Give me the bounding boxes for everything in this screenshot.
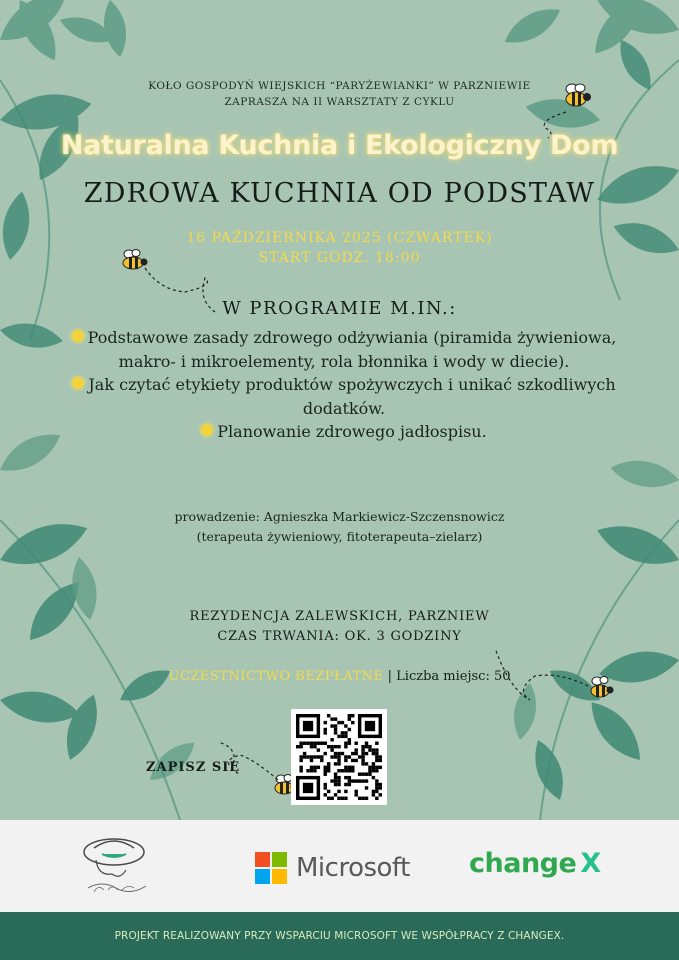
instructor [0, 507, 679, 547]
series-title: Naturalna Kuchnia i Ekologiczny Dom [60, 130, 619, 161]
program-item-text: Planowanie zdrowego jadłospisu. [217, 422, 487, 441]
intro-line-1: KOŁO GOSPODYŃ WIEJSKICH “PARYŻEWIANKI” W PARZNIEWIE [148, 80, 531, 92]
free-label: UCZESTNICTWO BEZPŁATNE [168, 669, 384, 684]
venue-location: REZYDENCJA ZALEWSKICH, PARZNIEW [189, 609, 490, 624]
bullet-icon [72, 330, 84, 342]
participation [0, 669, 679, 684]
program-heading: W PROGRAMIE M.IN.: [222, 298, 457, 319]
changex-logo [469, 848, 601, 879]
bullet-icon [201, 424, 213, 436]
separator: | [387, 669, 393, 684]
list-item [64, 326, 624, 373]
program-item-text: Jak czytać etykiety produktów spożywczych i unikać szkodliwych dodatków. [88, 375, 616, 418]
qr-code-icon [296, 714, 382, 800]
program-list [64, 326, 624, 444]
footer-note: PROJEKT REALIZOWANY PRZY WSPARCIU MICROSOFT WE WSPÓŁPRACY Z CHANGEX. [0, 912, 679, 960]
start-time: START GODZ. 18:00 [258, 250, 421, 266]
intro-line-2: ZAPRASZA NA II WARSZTATY Z CYKLU [224, 96, 455, 108]
changex-word: change [469, 848, 577, 879]
list-item [64, 420, 624, 444]
paryzewianki-logo [68, 830, 172, 900]
page-title: ZDROWA KUCHNIA OD PODSTAW [83, 178, 596, 209]
microsoft-grid-icon [255, 852, 287, 884]
changex-x: X [580, 848, 601, 879]
signup-label: ZAPISZ SIĘ [146, 760, 241, 775]
intro-text [0, 78, 679, 110]
list-item [64, 373, 624, 420]
bullet-icon [72, 377, 84, 389]
date-line: 16 PAŹDZIERNIKA 2025 (CZWARTEK) [186, 230, 493, 246]
qr-code[interactable] [291, 709, 387, 805]
microsoft-logo [255, 852, 410, 884]
venue-duration: CZAS TRWANIA: OK. 3 GODZINY [217, 629, 462, 644]
program-item-text: Podstawowe zasady zdrowego odżywiania (piramida żywieniowa, makro- i mikroelementy, rola błonnika i wody w diecie). [87, 328, 617, 371]
venue [0, 607, 679, 647]
instructor-role: (terapeuta żywieniowy, fitoterapeuta–zielarz) [196, 529, 483, 544]
microsoft-wordmark: Microsoft [296, 853, 410, 883]
event-date [0, 228, 679, 268]
seats-label: Liczba miejsc: 50 [396, 669, 511, 684]
instructor-name: prowadzenie: Agnieszka Markiewicz-Szczensnowicz [174, 509, 505, 524]
